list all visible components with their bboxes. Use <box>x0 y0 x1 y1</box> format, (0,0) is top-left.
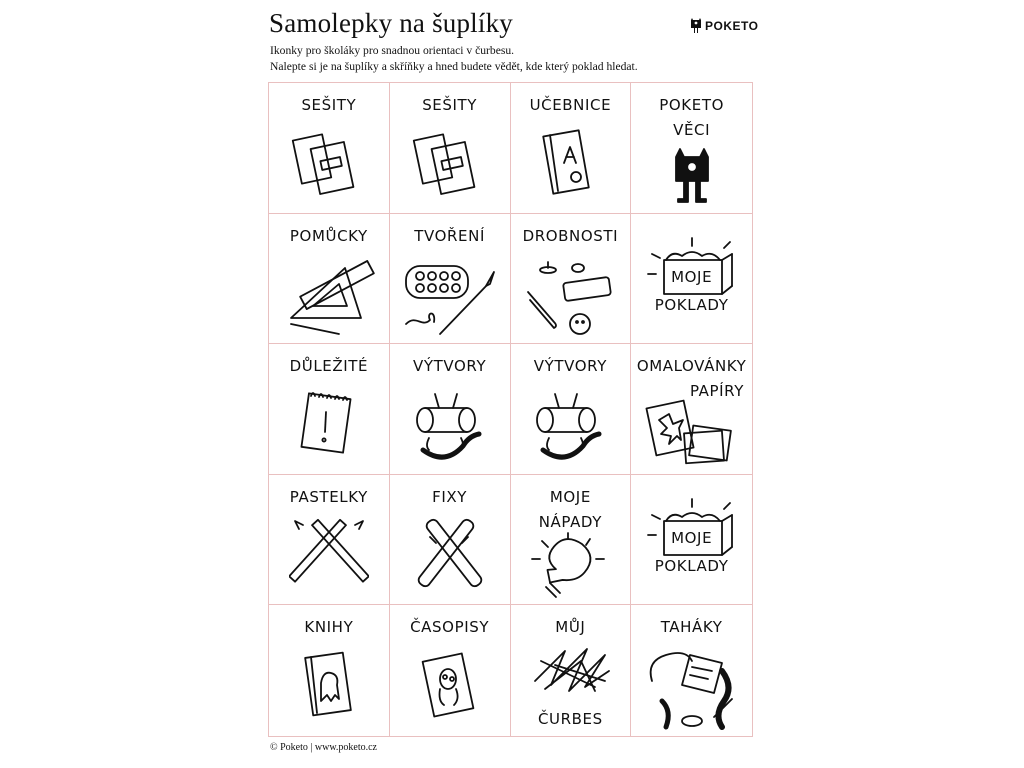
sticker-label: VÝTVORY <box>533 357 607 376</box>
magazine-icon <box>410 645 490 725</box>
sticker-label: PASTELKY <box>289 487 368 506</box>
cheat-sheets-icon <box>642 641 742 731</box>
sticker-sesity-1 <box>269 83 390 214</box>
footer-text: © Poketo | www.poketo.cz <box>270 742 377 753</box>
small-things-icon <box>520 252 620 338</box>
sticker-label: OMALOVÁNKY <box>636 357 747 376</box>
sticker-vytvory-1 <box>390 344 511 475</box>
sticker-grid <box>268 82 753 737</box>
sticker-label: DROBNOSTI <box>522 226 619 245</box>
scribble-mess-icon <box>525 641 615 697</box>
sticker-moje-poklady-1 <box>631 214 752 345</box>
sticker-label: NÁPADY <box>538 512 603 531</box>
lightbulb-icon <box>520 531 620 601</box>
sticker-label: MOJE <box>549 487 591 506</box>
sticker-knihy <box>269 605 390 736</box>
sticker-fixy <box>390 475 511 606</box>
crafts-icon <box>405 384 495 468</box>
sticker-label: VÝTVORY <box>413 357 487 376</box>
subtitle-line-2: Nalepte si je na šuplíky a skříňky a hned budete vědět, kde který poklad hledat. <box>270 60 638 73</box>
sticker-muj-curbes <box>511 605 632 736</box>
sticker-sesity-2 <box>390 83 511 214</box>
sticker-label: SEŠITY <box>301 96 357 114</box>
sticker-label: DŮLEŽITÉ <box>289 357 369 376</box>
sticker-casopisy <box>390 605 511 736</box>
sticker-dulezite <box>269 344 390 475</box>
paint-palette-icon <box>400 250 500 336</box>
textbook-icon <box>530 123 610 203</box>
sticker-poketo-veci <box>631 83 752 214</box>
sticker-label: ČURBES <box>537 710 603 728</box>
sticker-label: FIXY <box>432 487 468 506</box>
markers-icon <box>410 513 490 599</box>
sticker-omalovanky-papiry <box>631 344 752 475</box>
sticker-label: POKLADY <box>654 295 729 314</box>
sticker-vytvory-2 <box>511 344 632 475</box>
sticker-label: TVOŘENÍ <box>414 226 485 245</box>
important-note-icon <box>289 384 369 464</box>
sticker-pastelky <box>269 475 390 606</box>
sticker-label: MOJE <box>671 267 713 286</box>
sticker-label: MŮJ <box>555 618 586 637</box>
sticker-pomucky <box>269 214 390 345</box>
crafts-icon <box>525 384 615 468</box>
book-ghost-icon <box>289 645 369 725</box>
sticker-ucebnice <box>511 83 632 214</box>
notebooks-icon <box>410 123 490 203</box>
brand-logo <box>690 18 758 34</box>
sticker-label: UČEBNICE <box>529 96 612 114</box>
sticker-label: POMŮCKY <box>289 226 368 245</box>
brand-name: POKETO <box>705 19 759 33</box>
sticker-label: KNIHY <box>304 618 354 637</box>
sticker-label: MOJE <box>671 528 713 547</box>
sticker-label: POKETO <box>659 96 724 114</box>
subtitle-line-1: Ikonky pro školáky pro snadnou orientaci v čurbesu. <box>270 44 515 57</box>
sticker-label: POKLADY <box>654 556 729 575</box>
coloring-books-icon <box>639 398 739 468</box>
notebooks-icon <box>289 123 369 203</box>
sticker-label: SEŠITY <box>422 96 478 114</box>
sticker-label: TAHÁKY <box>660 618 723 637</box>
page-title: Samolepky na šuplíky <box>269 8 513 38</box>
sticker-drobnosti <box>511 214 632 345</box>
sticker-tahaky <box>631 605 752 736</box>
sticker-label: VĚCI <box>673 121 711 139</box>
ruler-triangle-icon <box>279 248 379 338</box>
sticker-moje-napady <box>511 475 632 606</box>
crayons-icon <box>289 513 369 599</box>
poketo-monster-icon <box>662 145 722 205</box>
sticker-label: ČASOPISY <box>410 618 490 637</box>
sticker-moje-poklady-2 <box>631 475 752 606</box>
sticker-label: PAPÍRY <box>689 382 744 401</box>
poketo-monster-icon <box>690 18 702 34</box>
sticker-tvoreni <box>390 214 511 345</box>
